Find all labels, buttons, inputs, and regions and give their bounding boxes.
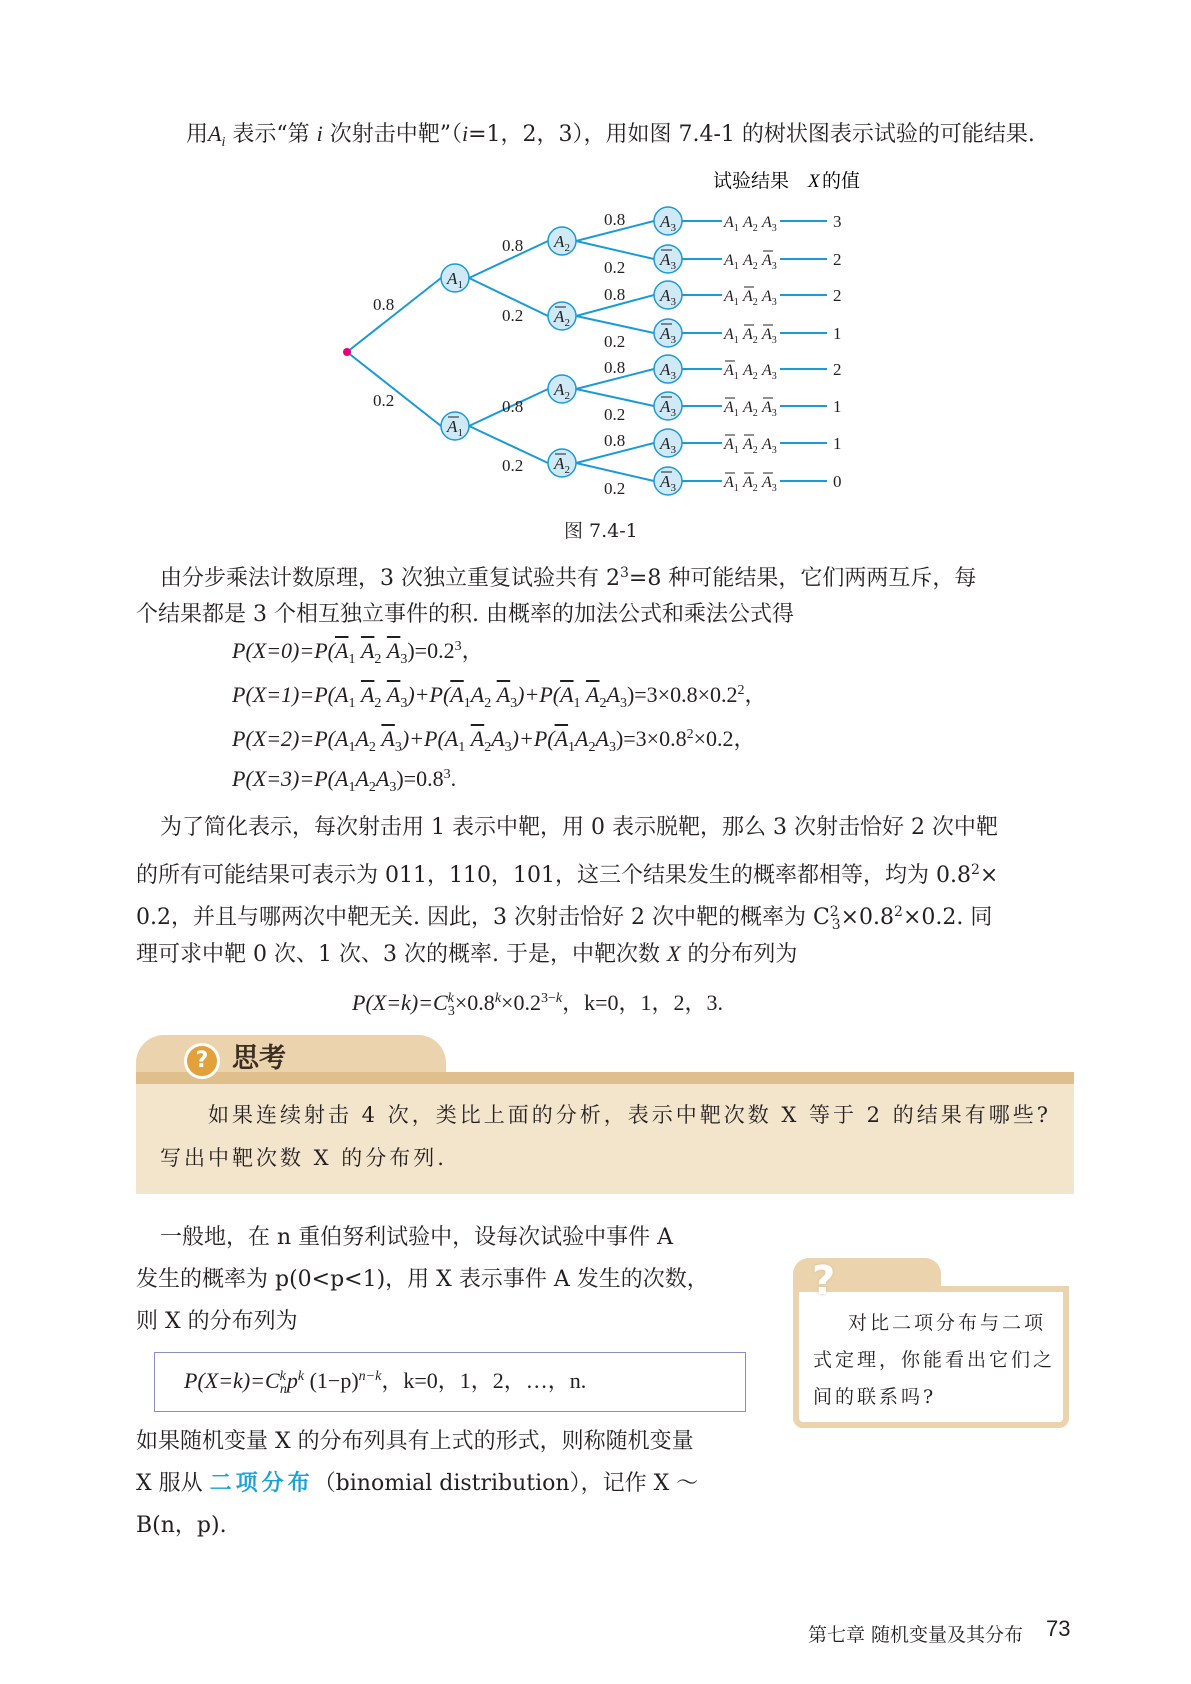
tree-outcome: $A_1$ $A_2$ $A_3$ (724, 326, 777, 346)
prob-l3: 0.2 (604, 479, 626, 498)
para3-line1: 一般地，在 n 重伯努利试验中，设每次试验中事件 A (160, 1225, 674, 1250)
tree-node-l1-label: $A_1$ (447, 269, 463, 291)
prob-l3: 0.2 (604, 332, 626, 351)
prob-l2: 0.2 (502, 456, 524, 475)
binomial-formula: $P(X=k)=C^k_np^k$ $(1-p)^{n-k}$，k=0，1，2，…，n. (184, 1368, 587, 1397)
prob-l3: 0.2 (604, 258, 626, 277)
edge-l3 (576, 241, 654, 259)
edge-root-na1 (347, 352, 441, 426)
edge-l3 (576, 389, 654, 406)
intro-line: 用$A_i$ 表示“第 i 次射击中靶”（i=1，2，3），用如图 7.4-1 的树状图表示试验的可能结果. (186, 121, 1035, 150)
formula-x2: $P(X=2)=P(A_1A_2$ $\overline{A}_3)+P(A_1$ $\overline{A}_2A_3)+P(\overline{A}_1A_2A_3)=3\times 0.8^2\times 0.2$， (232, 726, 756, 755)
tree-node-l2-label: $A_2$ (554, 307, 570, 329)
note-line2: 式定理，你能看出它们之 (813, 1349, 1056, 1371)
prob-l2: 0.8 (502, 397, 524, 416)
para1-line1: 由分步乘法计数原理，3 次独立重复试验共有 $2^3=8$ 种可能结果，它们两两互斥，每 (160, 565, 977, 591)
tree-node-l2-label: $A_2$ (554, 454, 570, 476)
figure-caption: 图 7.4-1 (564, 520, 638, 542)
page-number: 73 (1046, 1616, 1071, 1641)
para3-line2: 发生的概率为 p(0<p<1)，用 X 表示事件 A 发生的次数， (136, 1267, 709, 1292)
tree-node-l3-label: $A_3$ (660, 286, 676, 308)
prob-l3: 0.8 (604, 358, 626, 377)
formula-x1: $P(X=1)=P(A_1$ $\overline{A}_2$ $\overline{A}_3)+P(\overline{A}_1A_2$ $\overline{A}_3)+P(\overline{A}_1$ $\overline{A}_2A_3)=3\times 0.8\times 0.2^2$， (232, 682, 767, 711)
note-line1: 对比二项分布与二项 (848, 1312, 1047, 1334)
tree-root (343, 348, 351, 356)
prob-l3: 0.8 (604, 285, 626, 304)
formula-x3: $P(X=3)=P(A_1A_2A_3)=0.8^3$. (232, 766, 457, 795)
edge-root-a1 (347, 278, 441, 352)
tree-x-value: 2 (833, 286, 842, 305)
distribution-formula: $P(X=k)=C^k_3\times 0.8^k\times 0.2^{3-k}$，k=0，1，2，3. (352, 990, 723, 1019)
think-title: 思考 (232, 1043, 286, 1074)
para2-line4: 理可求中靶 0 次、1 次、3 次的概率. 于是，中靶次数 X 的分布列为 (136, 941, 798, 967)
tree-outcome: $A_1$ $A_2$ $A_3$ (724, 399, 777, 419)
para2-line3: 0.2，并且与哪两次中靶无关. 因此，3 次射击恰好 2 次中靶的概率为 $C^2_3\times 0.8^2\times 0.2$. 同 (136, 904, 993, 933)
prob-l2: 0.2 (502, 306, 524, 325)
tree-node-l1-label: $A_1$ (447, 417, 463, 439)
prob-l3: 0.8 (604, 431, 626, 450)
tree-node-l3-label: $A_3$ (660, 397, 676, 419)
tree-x-value: 2 (833, 360, 842, 379)
tree-x-value: 0 (833, 472, 842, 491)
tree-outcome: $A_1$ $A_2$ $A_3$ (724, 436, 777, 456)
think-line1: 如果连续射击 4 次，类比上面的分析，表示中靶次数 X 等于 2 的结果有哪些? (208, 1103, 1051, 1127)
question-mark-icon: ? (812, 1258, 836, 1304)
tree-x-value: 3 (833, 212, 842, 231)
tree-node-l2-label: $A_2$ (554, 380, 570, 402)
prob-l1: 0.8 (373, 295, 395, 314)
prob-l2: 0.8 (502, 236, 524, 255)
tree-node-l3-label: $A_3$ (660, 472, 676, 494)
question-icon: ? (184, 1043, 220, 1079)
tree-outcome: $A_1$ $A_2$ $A_3$ (724, 474, 777, 494)
tree-x-value: 2 (833, 250, 842, 269)
tree-node-l3-label: $A_3$ (660, 434, 676, 456)
para1-line2: 个结果都是 3 个相互独立事件的积. 由概率的加法公式和乘法公式得 (136, 602, 794, 627)
tree-node-l3-label: $A_3$ (660, 324, 676, 346)
tree-outcome: $A_1$ $A_2$ $A_3$ (724, 362, 777, 382)
para2-line1: 为了简化表示，每次射击用 1 表示中靶，用 0 表示脱靶，那么 3 次射击恰好 2 次中靶 (160, 815, 998, 840)
para3-line3: 则 X 的分布列为 (136, 1309, 298, 1334)
para4-line2: X 服从 二项分布（binomial distribution），记作 X ～ (136, 1471, 699, 1496)
tree-header-x: 的值 (822, 171, 861, 192)
tree-node-l3-label: $A_3$ (660, 212, 676, 234)
tree-node-l2-label: $A_2$ (554, 232, 570, 254)
tree-x-value: 1 (833, 324, 842, 343)
tree-header-x-var: X (808, 171, 820, 192)
tree-outcome: $A_1$ $A_2$ $A_3$ (724, 288, 777, 308)
tree-outcome: $A_1$ $A_2$ $A_3$ (724, 214, 777, 234)
formula-x0: $P(X=0)=P(\overline{A}_1$ $\overline{A}_2$ $\overline{A}_3)=0.2^3$， (232, 638, 484, 667)
edge-l3 (576, 316, 654, 333)
footer-chapter: 第七章 随机变量及其分布 (808, 1624, 1024, 1646)
tree-header-result: 试验结果 (713, 171, 790, 192)
para2-line2: 的所有可能结果可表示为 011，110，101，这三个结果发生的概率都相等，均为 $0.8^2\times$ (136, 862, 999, 888)
prob-l3: 0.8 (604, 210, 626, 229)
tree-outcome: $A_1$ $A_2$ $A_3$ (724, 252, 777, 272)
tree-x-value: 1 (833, 434, 842, 453)
tree-x-value: 1 (833, 397, 842, 416)
keyword-binomial: 二项分布 (209, 1471, 314, 1496)
tree-node-l3-label: $A_3$ (660, 360, 676, 382)
para4-line1: 如果随机变量 X 的分布列具有上式的形式，则称随机变量 (136, 1429, 694, 1454)
tree-node-l3-label: $A_3$ (660, 250, 676, 272)
prob-l3: 0.2 (604, 405, 626, 424)
note-line3: 间的联系吗? (813, 1386, 937, 1408)
think-line2: 写出中靶次数 X 的分布列. (160, 1146, 447, 1170)
para4-line3: B(n，p). (136, 1513, 227, 1538)
prob-l1: 0.2 (373, 391, 395, 410)
